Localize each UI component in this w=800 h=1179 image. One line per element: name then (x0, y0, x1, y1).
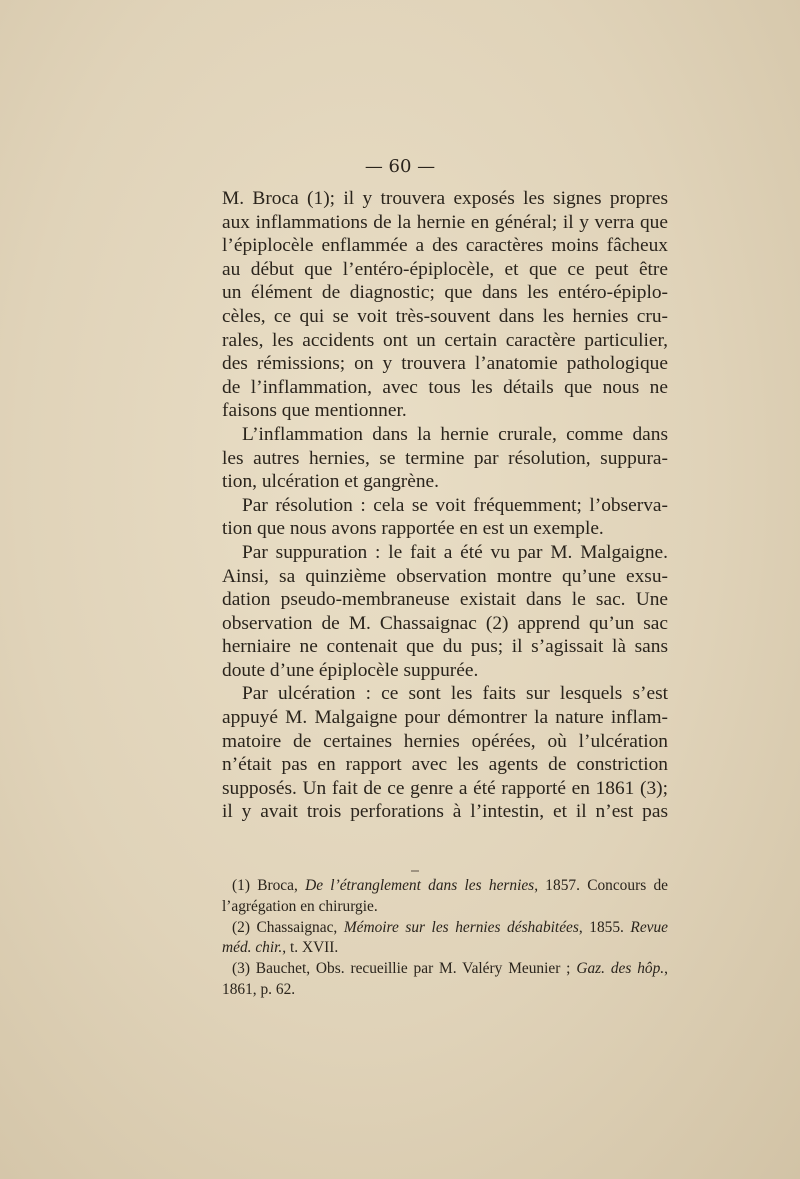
text-line: Par résolution : cela se voit fréquemment; l’observa- (242, 494, 668, 516)
footnote-text: , 1855. (578, 918, 631, 936)
footnote-3-line (222, 959, 668, 980)
text-line: supposés. Un fait de ce genre a été rapporté en 1861 (3); (222, 777, 668, 799)
footnote-journal: Gaz. des hôp. (576, 960, 665, 978)
footnote-1-line: l’agrégation en chirurgie. (222, 897, 378, 915)
text-line: faisons que mentionner. (222, 400, 407, 422)
text-line: tion que nous avons rapportée en est un exemple. (222, 518, 604, 540)
text-line: M. Broca (1); il y trouvera exposés les signes propres (222, 188, 668, 209)
footnote-title: Mémoire sur les hernies déshabitées (343, 918, 579, 936)
text-line: appuyé M. Malgaigne pour démontrer la nature inflam- (222, 707, 668, 729)
text-line: Par ulcération : ce sont les faits sur lesquels s’est (242, 683, 668, 705)
text-line: Par suppuration : le fait a été vu par M. Malgaigne. (242, 541, 668, 563)
body-text (222, 187, 668, 824)
footnote-text: (3) Bauchet, Obs. recueillie par M. Valéry Meunier ; (232, 960, 577, 978)
footnotes (222, 876, 668, 1001)
text-line: rales, les accidents ont un certain caractère particulier, (222, 329, 668, 351)
text-line: dation pseudo-membraneuse existait dans le sac. Une (222, 589, 668, 611)
footnote-text: (1) Broca, (232, 877, 306, 894)
footnote-2-line (222, 918, 668, 939)
text-line: aux inflammations de la hernie en général; il y verra que (222, 211, 668, 233)
footnote-text: , t. XVII. (282, 939, 339, 957)
page-number: — 60 — (364, 156, 436, 177)
text-line: doute d’une épiplocèle suppurée. (222, 659, 479, 681)
text-line: matoire de certaines hernies opérées, où l’ulcération (222, 730, 668, 752)
footnote-1-line (222, 876, 668, 897)
footnote-journal: méd. chir. (222, 939, 283, 957)
text-line: des rémissions; on y trouvera l’anatomie pathologique (222, 353, 668, 375)
text-line: n’était pas en rapport avec les agents de constriction (222, 754, 668, 776)
text-line: observation de M. Chassaignac (2) apprend qu’un sac (222, 612, 668, 634)
footnote-2-line (222, 938, 668, 959)
footnote-text: , 1857. Concours de (534, 877, 668, 894)
text-line: L’inflammation dans la hernie crurale, comme dans (242, 423, 668, 445)
text-line: un élément de diagnostic; que dans les entéro-épiplo- (222, 282, 668, 304)
text-line: les autres hernies, se termine par résolution, suppura- (222, 447, 668, 469)
text-line: de l’inflammation, avec tous les détails que nous ne (222, 376, 668, 398)
footnote-text: , (664, 960, 668, 978)
text-line: au début que l’entéro-épiplocèle, et que ce peut être (222, 258, 668, 280)
footnote-separator (411, 870, 419, 872)
text-line: cèles, ce qui se voit très-souvent dans les hernies cru- (222, 305, 668, 327)
text-line: tion, ulcération et gangrène. (222, 471, 439, 493)
text-line: il y avait trois perforations à l’intestin, et il n’est pas (222, 801, 668, 823)
footnote-journal: Revue (630, 918, 669, 936)
footnote-text: (2) Chassaignac, (232, 918, 344, 936)
footnote-3-line: 1861, p. 62. (222, 980, 296, 998)
text-line: herniaire ne contenait que du pus; il s’agissait là sans (222, 636, 668, 658)
text-line: l’épiplocèle enflammée a des caractères moins fâcheux (222, 235, 668, 257)
text-line: Ainsi, sa quinzième observation montre qu’une exsu- (222, 565, 668, 587)
footnote-title: De l’étranglement dans les hernies (305, 877, 535, 894)
